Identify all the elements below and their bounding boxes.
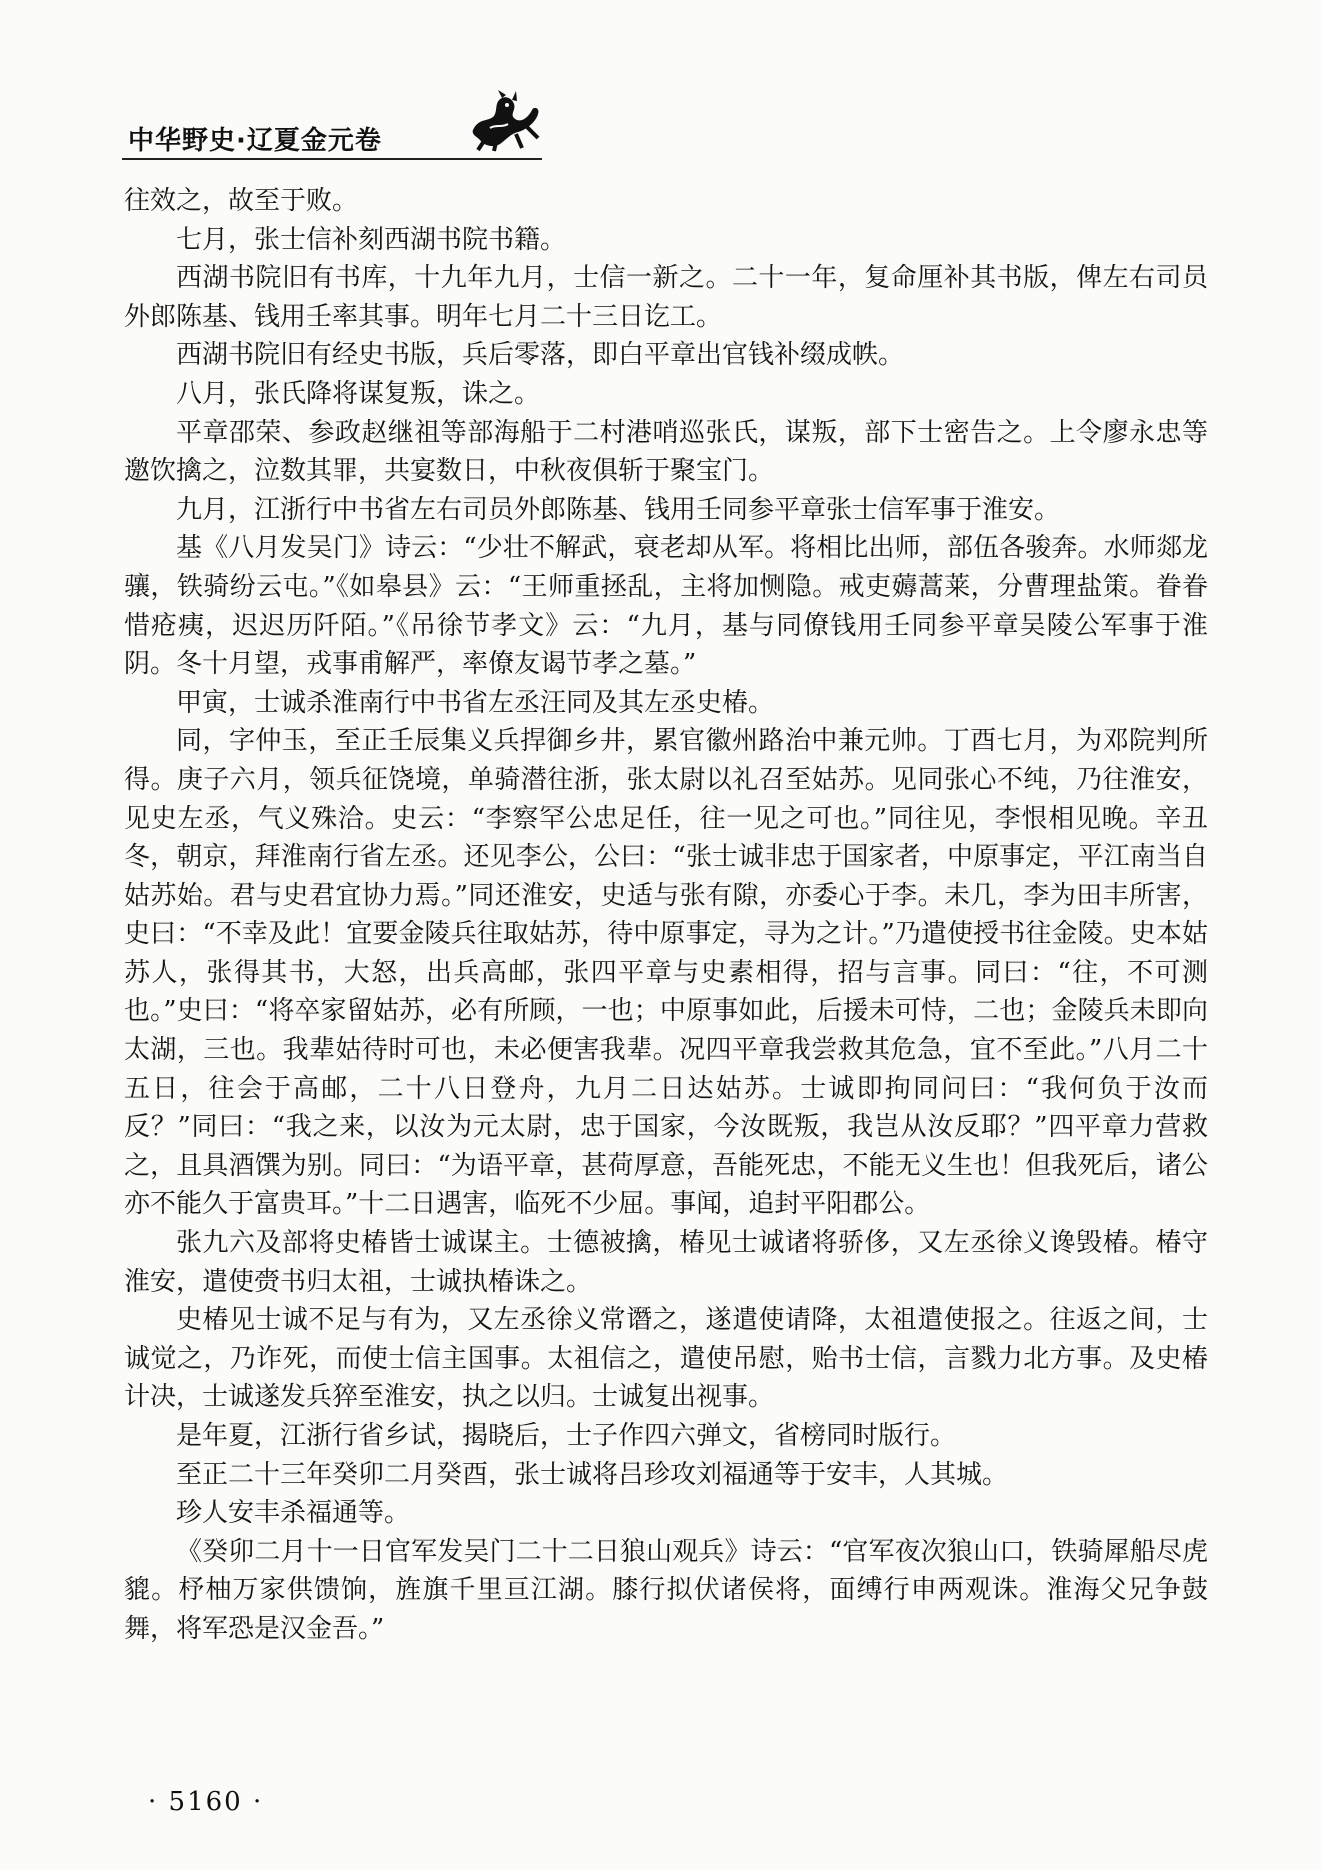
header-rule xyxy=(122,158,542,160)
paragraph: 珍人安丰杀福通等。 xyxy=(176,1498,411,1529)
paragraph: 同，字仲玉，至正壬辰集义兵捍御乡井，累官徽州路治中兼元帅。丁酉七月，为邓院判所得。庚子六月，领兵征饶境，单骑潜往浙，张太尉以礼召至姑苏。见同张心不纯，乃往淮安，见史左丞，气义殊洽。史云：“李察罕公忠足任，往一见之可也。”同往见，李恨相见晚。辛丑冬，朝京，拜淮南行省左丞。还见李公，公曰：“张士诚非忠于国家者，中原事定，平江南当自姑苏始。君与史君宜协力焉。”同还淮安，史适与张有隙，亦委心于李。未几，李为田丰所害，史曰：“不幸及此！宜要金陵兵往取姑苏，待中原事定，寻为之计。”乃遣使授书往金陵。史本姑苏人，张得其书，大怒，出兵高邮，张四平章与史素相得，招与言事。同曰：“往，不可测也。”史曰：“将卒家留姑苏，必有所顾，一也；中原事如此，后援未可恃，二也；金陵兵未即向太湖，三也。我辈姑待时可也，未必便害我辈。况四平章我尝救其危急，宜不至此。”八月二十五日，往会于高邮，二十八日登舟，九月二日达姑苏。士诚即拘同问曰：“我何负于汝而反？”同曰：“我之来，以汝为元太尉，忠于国家，今汝既叛，我岂从汝反耶？”四平章力营救之，且具酒馔为别。同曰：“为语平章，甚荷厚意，吾能死忠，不能无义生也！但我死后，诸公亦不能久于富贵耳。”十二日遇害，临死不少屈。事闻，追封平阳郡公。 xyxy=(124,726,1208,1220)
paragraph: 九月，江浙行中书省左右司员外郎陈基、钱用壬同参平章张士信军事于淮安。 xyxy=(176,494,1061,525)
paragraph: 八月，张氏降将谋复叛，诛之。 xyxy=(176,378,541,409)
paragraph: 《癸卯二月十一日官军发吴门二十二日狼山观兵》诗云：“官军夜次狼山口，铁骑犀船尽虎貔。杼柚万家供馈饷，旌旗千里亘江湖。膝行拟伏诸侯将，面缚行申两观诛。淮海父兄争鼓舞，将军恐是汉金吾。” xyxy=(124,1536,1208,1644)
paragraph: 张九六及部将史椿皆士诚谋主。士德被擒，椿见士诚诸将骄侈，又左丞徐义谗毁椿。椿守淮安，遣使赍书归太祖，士诚执椿诛之。 xyxy=(124,1228,1208,1297)
running-header xyxy=(122,88,542,158)
paragraph: 基《八月发吴门》诗云：“少壮不解武，衰老却从军。将相比出师，部伍各骏奔。水师郯龙骧，铁骑纷云屯。”《如皋县》云：“王师重拯乱，主将加恻隐。戒吏薅蒿莱，分曹理盐策。眷眷惜疮痍，迟迟历阡陌。”《吊徐节孝文》云：“九月，基与同僚钱用壬同参平章吴陵公军事于淮阴。冬十月望，戎事甫解严，率僚友谒节孝之墓。” xyxy=(124,533,1208,680)
paragraph: 甲寅，士诚杀淮南行中书省左丞汪同及其左丞史椿。 xyxy=(176,687,775,718)
body-text xyxy=(124,182,1208,1649)
paragraph: 往效之，故至于败。 xyxy=(124,186,359,216)
paragraph: 平章邵荣、参政赵继祖等部海船于二村港哨巡张氏，谋叛，部下士密告之。上令廖永忠等邀饮擒之，泣数其罪，共宴数日，中秋夜俱斩于聚宝门。 xyxy=(124,417,1208,487)
paragraph: 七月，张士信补刻西湖书院书籍。 xyxy=(176,224,567,255)
dragon-emblem-icon xyxy=(466,88,546,152)
paragraph: 西湖书院旧有经史书版，兵后零落，即白平章出官钱补缀成帙。 xyxy=(176,340,905,371)
paragraph: 西湖书院旧有书库，十九年九月，士信一新之。二十一年，复命厘补其书版，俾左右司员外郎陈基、钱用壬率其事。明年七月二十三日讫工。 xyxy=(124,263,1208,332)
paragraph: 至正二十三年癸卯二月癸酉，张士诚将吕珍攻刘福通等于安丰，人其城。 xyxy=(176,1459,1009,1490)
page-number: · 5160 · xyxy=(148,1787,264,1817)
book-title: 中华野史·辽夏金元卷 xyxy=(128,126,382,156)
paragraph: 是年夏，江浙行省乡试，揭晓后，士子作四六弹文，省榜同时版行。 xyxy=(176,1421,957,1451)
paragraph: 史椿见士诚不足与有为，又左丞徐义常谮之，遂遣使请降，太祖遣使报之。往返之间，士诚觉之，乃诈死，而使士信主国事。太祖信之，遣使吊慰，贻书士信，言戮力北方事。及史椿计决，士诚遂发兵猝至淮安，执之以归。士诚复出视事。 xyxy=(124,1305,1208,1413)
